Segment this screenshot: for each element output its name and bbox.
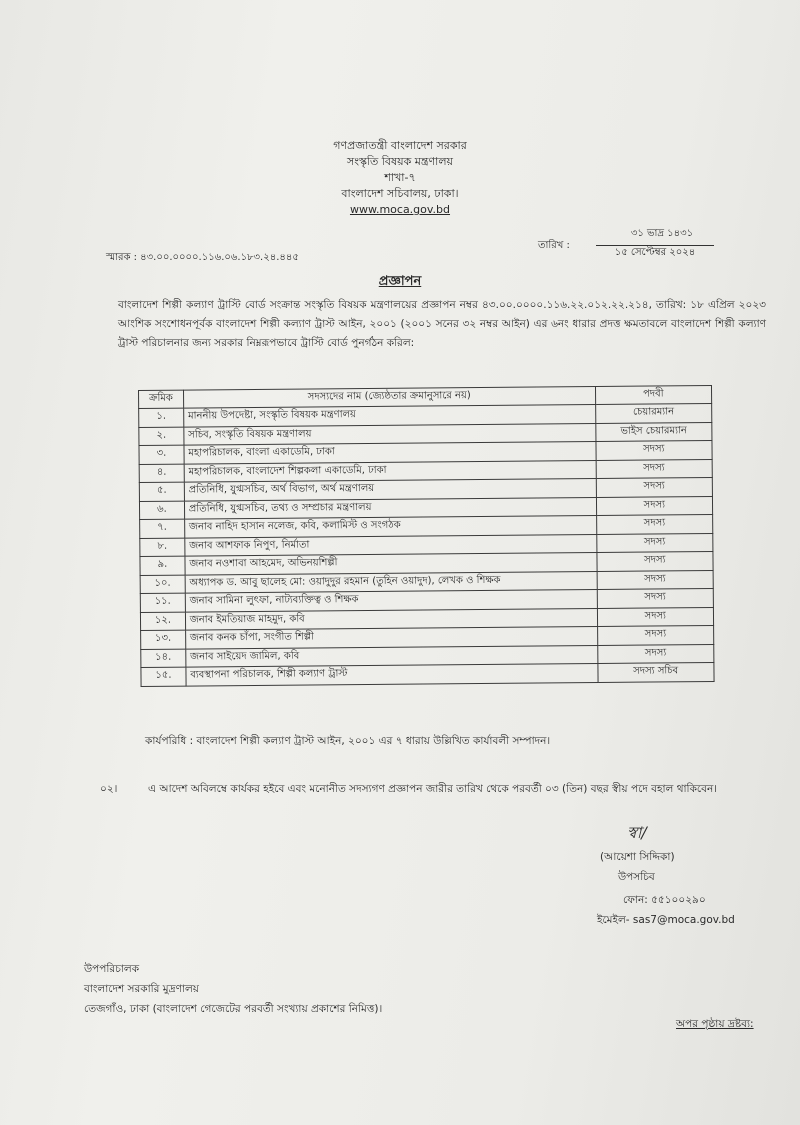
member-name: জনাব সাইয়েদ জামিল, কবি bbox=[186, 645, 598, 667]
col-member-name: সদস্যদের নাম (জ্যেষ্ঠতার ক্রমানুসারে নয়) bbox=[183, 387, 595, 409]
duties-line: কার্যপরিধি : বাংলাদেশ শিল্পী কল্যাণ ট্রাস্ট আইন, ২০০১ এর ৭ ধারায় উল্লিখিত কার্যাবলী সম্পাদন। bbox=[145, 735, 551, 747]
member-serial: ১১. bbox=[140, 593, 185, 612]
date-bangla: ৩১ ভাদ্র ১৪৩১ bbox=[596, 226, 714, 246]
member-name: সচিব, সংস্কৃতি বিষয়ক মন্ত্রণালয় bbox=[184, 423, 596, 445]
member-serial: ৩. bbox=[139, 445, 184, 464]
member-designation: চেয়ারম্যান bbox=[595, 403, 712, 423]
paragraph-2 bbox=[100, 778, 768, 800]
date-label: তারিখ : bbox=[538, 240, 570, 251]
signatory-email[interactable]: ইমেইল- sas7@moca.gov.bd bbox=[597, 914, 735, 926]
member-name: জনাব নাহিদ হাসান নলেজ, কবি, কলামিস্ট ও সংগঠক bbox=[184, 516, 596, 538]
member-name: জনাব সামিনা লুৎফা, নাট্যব্যক্তিত্ব ও শিক্ষক bbox=[185, 590, 597, 612]
member-designation: ভাইস চেয়ারম্যান bbox=[595, 422, 712, 442]
member-serial: ১৪. bbox=[141, 649, 186, 668]
member-name: জনাব আশফাক নিপুণ, নির্মাতা bbox=[185, 534, 597, 556]
member-designation: সদস্য bbox=[597, 644, 714, 664]
member-serial: ১৩. bbox=[141, 630, 186, 649]
member-name: মহাপরিচালক, বাংলাদেশ শিল্পকলা একাডেমি, ঢাকা bbox=[184, 460, 596, 482]
member-designation: সদস্য bbox=[596, 440, 713, 460]
member-serial: ৯. bbox=[140, 556, 185, 575]
member-name: প্রতিনিধি, যুগ্মসচিব, অর্থ বিভাগ, অর্থ মন্ত্রণালয় bbox=[184, 479, 596, 501]
member-serial: ১০. bbox=[140, 575, 185, 594]
member-designation: সদস্য bbox=[596, 459, 713, 479]
member-name: প্রতিনিধি, যুগ্মসচিব, তথ্য ও সম্প্রচার মন্ত্রণালয় bbox=[184, 497, 596, 519]
recipient-office: বাংলাদেশ সরকারি মুদ্রণালয় bbox=[84, 983, 199, 995]
govt-name: গণপ্রজাতন্ত্রী বাংলাদেশ সরকার bbox=[333, 139, 467, 152]
member-name: জনাব ইমতিয়াজ মাহমুদ, কবি bbox=[185, 608, 597, 630]
date-gregorian: ১৫ সেপ্টেম্বর ২০২৪ bbox=[614, 247, 696, 258]
member-designation: সদস্য bbox=[597, 625, 714, 645]
member-name: মহাপরিচালক, বাংলা একাডেমি, ঢাকা bbox=[184, 442, 596, 464]
member-serial: ১২. bbox=[140, 612, 185, 631]
members-table bbox=[138, 385, 715, 686]
member-designation: সদস্য bbox=[596, 477, 713, 497]
see-overleaf-note: অপর পৃষ্ঠায় দ্রষ্টব্য: bbox=[676, 1018, 754, 1030]
member-designation: সদস্য bbox=[597, 570, 714, 590]
member-serial: ৪. bbox=[139, 464, 184, 483]
office-address: বাংলাদেশ সচিবালয়, ঢাকা। bbox=[341, 187, 459, 200]
table-row bbox=[141, 662, 714, 685]
member-designation: সদস্য bbox=[597, 607, 714, 627]
signatory-designation: উপসচিব bbox=[618, 871, 655, 883]
member-name: জনাব কনক চাঁপা, সংগীত শিল্পী bbox=[185, 627, 597, 649]
paragraph-text: এ আদেশ অবিলম্বে কার্যকর হইবে এবং মনোনীত সদস্যগণ প্রজ্ঞাপন জারীর তারিখ থেকে পরবর্তী ০৩ (তিন) বছর স্বীয় পদে বহাল থাকিবেন। bbox=[148, 783, 717, 795]
signatory-phone: ফোন: ৫৫১০০২৯০ bbox=[623, 894, 706, 906]
member-name: ব্যবস্থাপনা পরিচালক, শিল্পী কল্যাণ ট্রাস্ট bbox=[186, 664, 598, 686]
member-designation: সদস্য bbox=[596, 551, 713, 571]
member-serial: ৮. bbox=[140, 538, 185, 557]
intro-paragraph: বাংলাদেশ শিল্পী কল্যাণ ট্রাস্টি বোর্ড সংক্রান্ত সংস্কৃতি বিষয়ক মন্ত্রণালয়ের প্রজ্ঞাপন নম্বর ৪৩.০০.০০০০.১১৬.২২.০১২.২২.২১৪, তারিখ: ১৮ এপ্রিল ২০২৩ আংশিক সংশোধনপূর্বক বাংলাদেশ শিল্পী কল্যাণ ট্রাস্ট আইন, ২০০১ (২০০১ সনের ৩২ নম্বর আইন) এর ৬নং ধারার প্রদত্ত ক্ষমতাবলে বাংলাদেশ শিল্পী কল্যাণ ট্রাস্ট পরিচালনার জন্য সরকার নিম্নরূপভাবে ট্রাস্টি বোর্ড পুনর্গঠন করিল: bbox=[118, 299, 766, 349]
member-designation: সদস্য bbox=[597, 588, 714, 608]
recipient-address: তেজগাঁও, ঢাকা (বাংলাদেশ গেজেটের পরবর্তী সংখ্যায় প্রকাশের নিমিত্ত)। bbox=[84, 1003, 383, 1015]
website-link[interactable]: www.moca.gov.bd bbox=[349, 203, 451, 216]
document-title: প্রজ্ঞাপন bbox=[378, 274, 422, 289]
col-serial: ক্রমিক bbox=[139, 390, 184, 408]
ministry-name: সংস্কৃতি বিষয়ক মন্ত্রণালয় bbox=[346, 155, 454, 168]
member-serial: ৭. bbox=[140, 519, 185, 538]
recipient-title: উপপরিচালক bbox=[84, 963, 140, 975]
signature-mark: স্বা/ bbox=[627, 823, 647, 842]
member-designation: সদস্য bbox=[596, 496, 713, 516]
member-serial: ৬. bbox=[139, 501, 184, 520]
col-designation: পদবী bbox=[595, 385, 712, 404]
member-name: জনাব নওশাবা আহমেদ, অভিনয়শিল্পী bbox=[185, 553, 597, 575]
member-name: অধ্যাপক ড. আবু ছালেহ মো: ওয়াদুদুর রহমান (তুহিন ওয়াদুদ), লেখক ও শিক্ষক bbox=[185, 571, 597, 593]
document-title-wrap bbox=[0, 272, 800, 293]
paragraph-number: ০২। bbox=[100, 783, 118, 795]
member-serial: ১. bbox=[139, 408, 184, 427]
letterhead bbox=[0, 138, 800, 218]
member-designation: সদস্য সচিব bbox=[597, 662, 714, 682]
member-serial: ২. bbox=[139, 427, 184, 446]
member-serial: ৫. bbox=[139, 482, 184, 501]
signatory-name: (আয়েশা সিদ্দিকা) bbox=[600, 851, 675, 863]
member-serial: ১৫. bbox=[141, 667, 186, 686]
branch-name: শাখা-৭ bbox=[384, 171, 416, 184]
member-designation: সদস্য bbox=[596, 533, 713, 553]
member-name: মাননীয় উপদেষ্টা, সংস্কৃতি বিষয়ক মন্ত্রণালয় bbox=[183, 405, 595, 427]
member-designation: সদস্য bbox=[596, 514, 713, 534]
memo-reference: স্মারক : ৪৩.০০.০০০০.১১৬.০৬.১৮৩.২৪.৪৪৫ bbox=[106, 252, 299, 263]
